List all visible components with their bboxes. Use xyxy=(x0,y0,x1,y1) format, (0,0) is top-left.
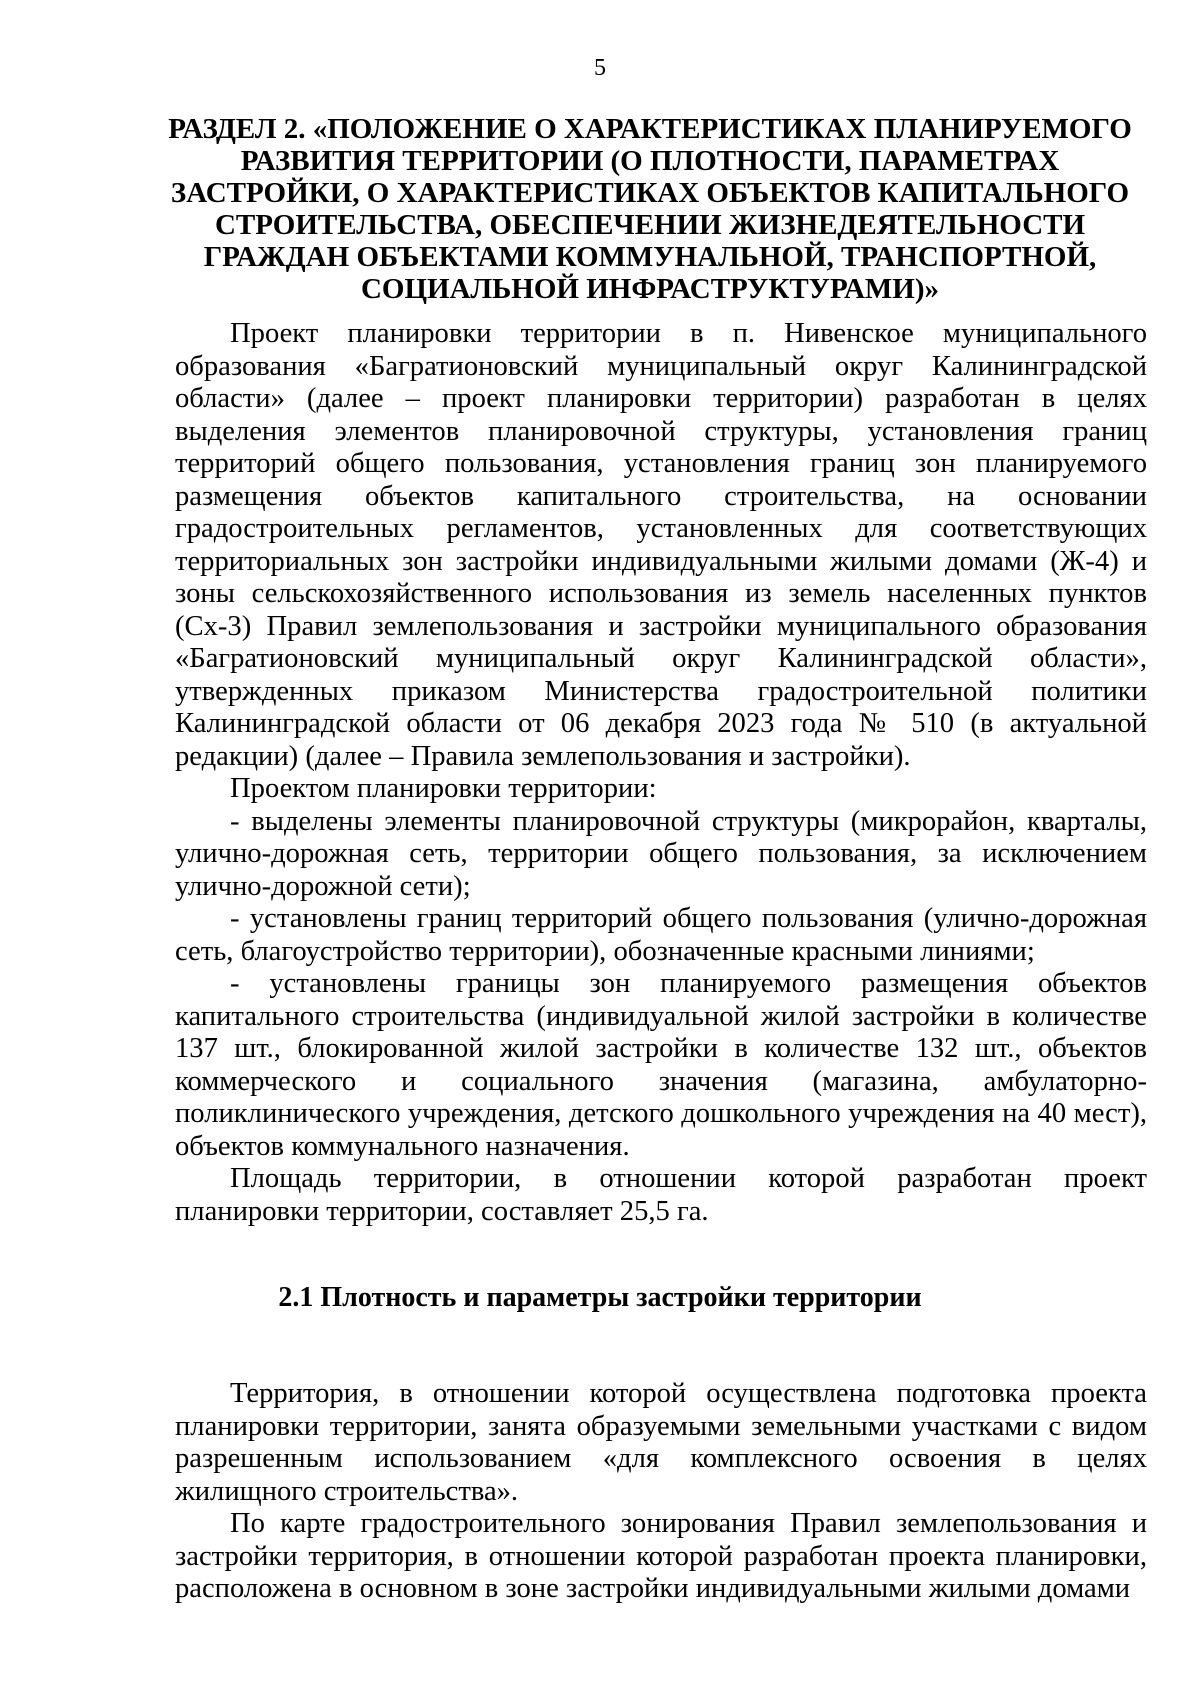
section-heading xyxy=(165,113,1135,305)
paragraph: Проект планировки территории в п. Нивенское муниципального образования «Багратионовский муниципальный округ Калининградской области» (далее – проект планировки территории) разработан в целях выделения элементов планировочной структуры, установления границ территорий общего пользования, установления границ зон планируемого размещения объектов капитального строительства, на основании градостроительных регламентов, установленных для соответствующих территориальных зон застройки индивидуальными жилыми домами (Ж-4) и зоны сельскохозяйственного использования из земель населенных пунктов (Сх-3) Правил землепользования и застройки муниципального образования «Багратионовский муниципальный округ Калининградской области», утвержденных приказом Министерства градостроительной политики Калининградской области от 06 декабря 2023 года № 510 (в актуальной редакции) (далее – Правила землепользования и застройки). xyxy=(175,318,1147,772)
paragraph: - установлены границ территорий общего пользования (улично-дорожная сеть, благоустройство территории), обозначенные красными линиями; xyxy=(175,903,1147,967)
subsection-title: 2.1 Плотность и параметры застройки территории xyxy=(278,1282,922,1313)
heading-line: РАЗДЕЛ 2. «ПОЛОЖЕНИЕ О ХАРАКТЕРИСТИКАХ ПЛАНИРУЕМОГО xyxy=(168,113,1132,145)
paragraph: - установлены границы зон планируемого размещения объектов капитального строительства (индивидуальной жилой застройки в количестве 137 шт., блокированной жилой застройки в количестве 132 шт., объектов коммерческого и социального значения (магазина, амбулаторно-поликлинического учреждения, детского дошкольного учреждения на 40 мест), объектов коммунального назначения. xyxy=(175,968,1147,1162)
heading-line: ЗАСТРОЙКИ, О ХАРАКТЕРИСТИКАХ ОБЪЕКТОВ КАПИТАЛЬНОГО xyxy=(170,177,1130,209)
section-1-body xyxy=(175,318,1147,1228)
heading-line: ГРАЖДАН ОБЪЕКТАМИ КОММУНАЛЬНОЙ, ТРАНСПОРТНОЙ, xyxy=(203,241,1097,273)
page-number: 5 xyxy=(594,55,606,81)
paragraph: Проектом планировки территории: xyxy=(230,773,657,804)
paragraph: - выделены элементы планировочной структуры (микрорайон, кварталы, улично-дорожная сеть, территории общего пользования, за исключением улично-дорожной сети); xyxy=(175,805,1147,902)
heading-line: СОЦИАЛЬНОЙ ИНФРАСТРУКТУРАМИ)» xyxy=(360,273,940,305)
paragraph: Территория, в отношении которой осуществлена подготовка проекта планировки территории, занята образуемыми земельными участками с видом разрешенным использованием «для комплексного освоения в целях жилищного строительства». xyxy=(175,1378,1147,1507)
heading-line: РАЗВИТИЯ ТЕРРИТОРИИ (О ПЛОТНОСТИ, ПАРАМЕТРАХ xyxy=(240,145,1060,177)
paragraph: По карте градостроительного зонирования Правил землепользования и застройки территория, в отношении которой разработан проекта планировки, расположена в основном в зоне застройки индивидуальными жилыми домами xyxy=(175,1508,1147,1604)
heading-line: СТРОИТЕЛЬСТВА, ОБЕСПЕЧЕНИИ ЖИЗНЕДЕЯТЕЛЬНОСТИ xyxy=(214,209,1086,241)
section-2-body xyxy=(175,1378,1147,1606)
paragraph: Площадь территории, в отношении которой разработан проект планировки территории, составляет 25,5 га. xyxy=(175,1163,1147,1227)
